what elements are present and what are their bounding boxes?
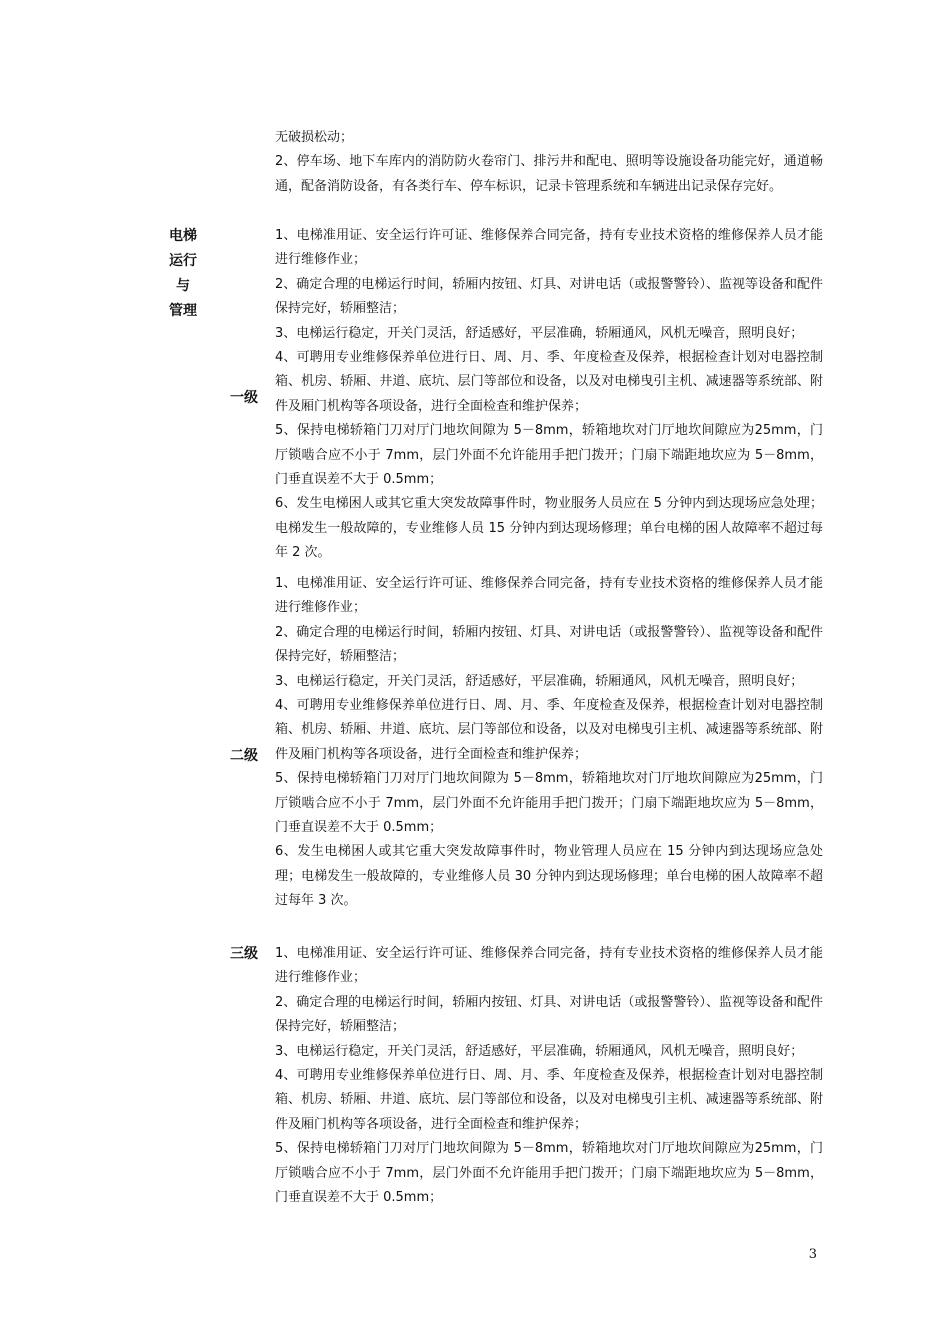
continuation-item: 无破损松动； (275, 130, 354, 145)
list-item: 1、电梯准用证、安全运行许可证、维修保养合同完备，持有专业技术资格的维修保养人员才能进行维修作业； (275, 946, 823, 986)
level-3-content (275, 942, 823, 1210)
list-item: 3、电梯运行稳定，开关门灵活，舒适感好，平层准确，轿厢通风，风机无噪音，照明良好； (275, 325, 804, 341)
level-label-2: 二级 (230, 748, 258, 764)
level-2-content (275, 572, 823, 914)
list-item: 3、电梯运行稳定，开关门灵活，舒适感好，平层准确，轿厢通风，风机无噪音，照明良好； (275, 1043, 804, 1059)
level-label-3: 三级 (230, 946, 258, 962)
list-item: 5、保持电梯轿箱门刀对厅门地坎间隙为 5－8mm，轿箱地坎对门厅地坎间隙应为25mm，门厅锁啮合应不小于 7mm，层门外面不允许能用手把门拨开；门扇下端距地坎应为 5－8mm，门垂直误差不大于 0.5mm； (275, 771, 823, 836)
continuation-block (275, 126, 823, 199)
list-item: 2、确定合理的电梯运行时间，轿厢内按钮、灯具、对讲电话（或报警警铃）、监视等设备和配件保持完好，轿厢整洁； (275, 624, 823, 665)
list-item: 1、电梯准用证、安全运行许可证、维修保养合同完备，持有专业技术资格的维修保养人员才能进行维修作业； (275, 228, 823, 268)
level-label-1: 一级 (230, 390, 258, 406)
page-number: 3 (808, 1247, 817, 1262)
list-item: 4、可聘用专业维修保养单位进行日、周、月、季、年度检查及保养，根据检查计划对电器控制箱、机房、轿厢、井道、底坑、层门等部位和设备，以及对电梯曳引主机、减速器等系统部、附件及厢门机构等各项设备，进行全面检查和维护保养； (275, 1068, 823, 1132)
list-item: 3、电梯运行稳定，开关门灵活，舒适感好，平层准确，轿厢通风，风机无噪音，照明良好； (275, 673, 804, 689)
category-line: 电梯 (169, 228, 197, 244)
category-line: 管理 (169, 303, 197, 319)
list-item: 2、确定合理的电梯运行时间，轿厢内按钮、灯具、对讲电话（或报警警铃）、监视等设备和配件保持完好，轿厢整洁； (275, 994, 823, 1035)
list-item: 2、确定合理的电梯运行时间，轿厢内按钮、灯具、对讲电话（或报警警铃）、监视等设备和配件保持完好，轿厢整洁； (275, 276, 823, 317)
list-item: 4、可聘用专业维修保养单位进行日、周、月、季、年度检查及保养，根据检查计划对电器控制箱、机房、轿厢、井道、底坑、层门等部位和设备，以及对电梯曳引主机、减速器等系统部、附件及厢门机构等各项设备，进行全面检查和维护保养； (275, 350, 823, 414)
list-item: 1、电梯准用证、安全运行许可证、维修保养合同完备，持有专业技术资格的维修保养人员才能进行维修作业； (275, 576, 823, 616)
list-item: 4、可聘用专业维修保养单位进行日、周、月、季、年度检查及保养，根据检查计划对电器控制箱、机房、轿厢、井道、底坑、层门等部位和设备，以及对电梯曳引主机、减速器等系统部、附件及厢门机构等各项设备，进行全面检查和维护保养； (275, 698, 823, 762)
level-1-content (275, 224, 823, 566)
category-line: 与 (176, 278, 190, 294)
list-item: 5、保持电梯轿箱门刀对厅门地坎间隙为 5－8mm，轿箱地坎对门厅地坎间隙应为25mm，门厅锁啮合应不小于 7mm，层门外面不允许能用手把门拨开；门扇下端距地坎应为 5－8mm，门垂直误差不大于 0.5mm； (275, 1141, 823, 1206)
category-label (160, 224, 206, 324)
list-item: 6、发生电梯困人或其它重大突发故障事件时，物业管理人员应在 15 分钟内到达现场应急处理；电梯发生一般故障的，专业维修人员 30 分钟内到达现场修理；单台电梯的困人故障率不超过每年 3 次。 (275, 844, 823, 909)
category-line: 运行 (169, 253, 197, 269)
list-item: 5、保持电梯轿箱门刀对厅门地坎间隙为 5－8mm，轿箱地坎对门厅地坎间隙应为25mm，门厅锁啮合应不小于 7mm，层门外面不允许能用手把门拨开；门扇下端距地坎应为 5－8mm，门垂直误差不大于 0.5mm； (275, 423, 823, 488)
continuation-item: 2、停车场、地下车库内的消防防火卷帘门、排污井和配电、照明等设施设备功能完好，通道畅通，配备消防设备，有各类行车、停车标识，记录卡管理系统和车辆进出记录保存完好。 (275, 154, 823, 194)
list-item: 6、发生电梯困人或其它重大突发故障事件时，物业服务人员应在 5 分钟内到达现场应急处理；电梯发生一般故障的，专业维修人员 15 分钟内到达现场修理；单台电梯的困人故障率不超过每年 2 次。 (275, 496, 823, 561)
